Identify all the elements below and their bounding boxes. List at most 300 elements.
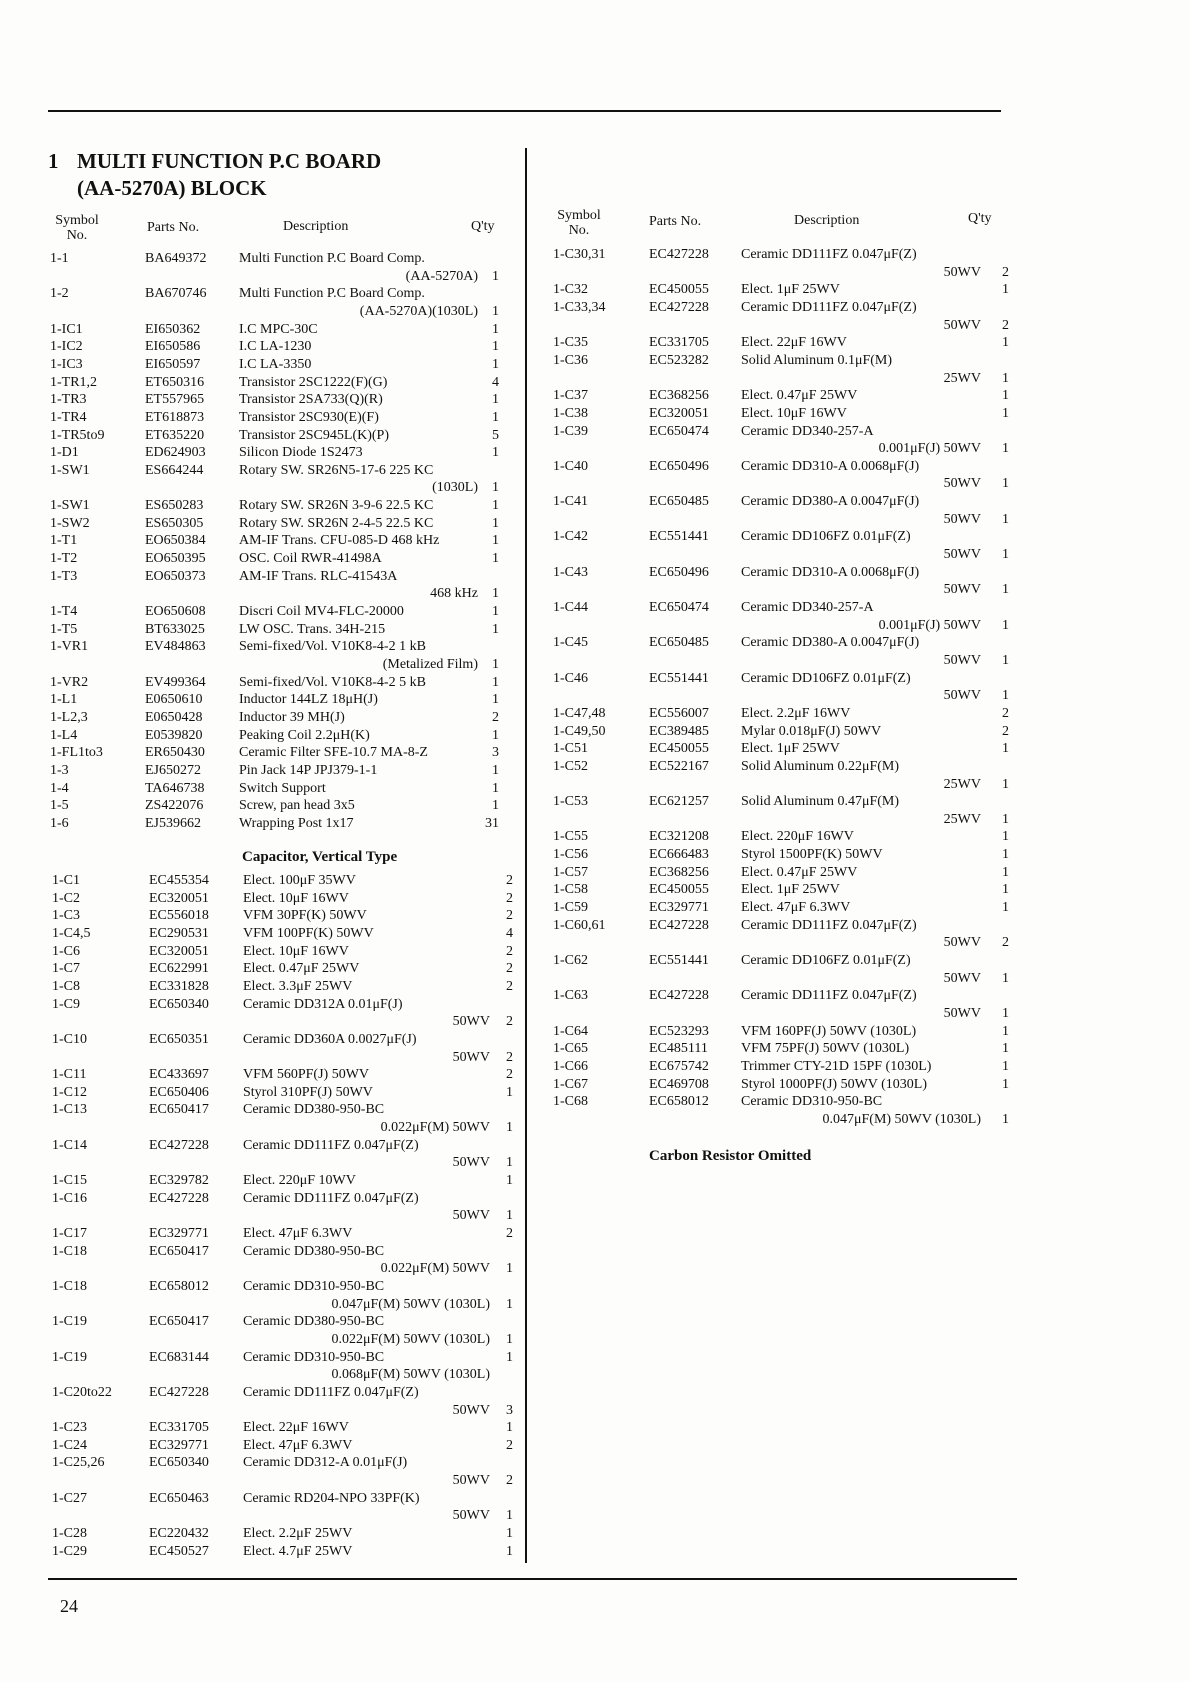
description: Ceramic DD380-950-BC — [243, 1243, 385, 1259]
parts-no: TA646738 — [145, 780, 205, 796]
description: Elect. 2.2μF 16WV — [741, 705, 851, 721]
table-row — [0, 828, 1190, 846]
description: Mylar 0.018μF(J) 50WV — [741, 723, 882, 739]
description-cont: 50WV — [943, 652, 981, 668]
symbol-no: 1-C67 — [553, 1076, 588, 1092]
table-row — [0, 1313, 1190, 1331]
quantity: 1 — [506, 1120, 513, 1136]
table-row — [0, 864, 1190, 882]
quantity: 1 — [492, 356, 499, 372]
parts-no: EC650485 — [649, 494, 709, 510]
quantity: 3 — [492, 745, 499, 761]
quantity: 1 — [492, 674, 499, 690]
description: I.C MPC-30C — [239, 321, 318, 337]
quantity: 1 — [506, 1331, 513, 1347]
description: Ceramic DD310-950-BC — [243, 1349, 385, 1365]
quantity: 4 — [492, 374, 499, 390]
quantity: 2 — [492, 709, 499, 725]
quantity: 1 — [492, 303, 499, 319]
symbol-no: 1-C10 — [52, 1031, 87, 1047]
description: Transistor 2SC930(E)(F) — [239, 409, 379, 425]
table-row — [0, 1331, 1190, 1349]
quantity: 2 — [506, 1049, 513, 1065]
table-row — [0, 458, 1190, 476]
parts-no: EC320051 — [149, 943, 209, 959]
parts-no: EC368256 — [649, 388, 709, 404]
parts-no: EC551441 — [649, 953, 709, 968]
quantity: 1 — [1002, 1058, 1009, 1074]
table-row — [0, 652, 1190, 670]
table-row — [0, 811, 1190, 829]
quantity: 1 — [1002, 582, 1009, 598]
description-cont: 0.022μF(M) 50WV — [380, 1120, 490, 1136]
parts-no: EC523282 — [649, 352, 709, 368]
symbol-no: 1-VR1 — [50, 639, 89, 655]
header-parts-no-right: Parts No. — [649, 214, 702, 229]
symbol-no: 1-C25,26 — [52, 1455, 105, 1471]
symbol-no: 1-C24 — [52, 1437, 87, 1453]
description: VFM 560PF(J) 50WV — [243, 1067, 370, 1083]
quantity: 1 — [492, 498, 499, 514]
table-row — [0, 687, 1190, 705]
parts-no: EC658012 — [649, 1094, 709, 1110]
description-cont: 50WV — [943, 970, 981, 986]
symbol-no: 1-T5 — [50, 621, 78, 637]
table-row — [0, 917, 1190, 935]
quantity: 1 — [1002, 370, 1009, 386]
quantity: 2 — [506, 890, 513, 906]
description-cont: (AA-5270A)(1030L) — [359, 303, 478, 319]
symbol-no: 1-IC3 — [50, 356, 83, 372]
parts-no: EC683144 — [149, 1349, 209, 1365]
description-cont: 0.001μF(J) 50WV — [878, 441, 981, 457]
quantity: 2 — [506, 1226, 513, 1241]
parts-no: ES650305 — [145, 515, 204, 531]
description-cont: (1030L) — [432, 480, 478, 496]
parts-no: EC650417 — [149, 1102, 209, 1118]
parts-no: EC220432 — [149, 1526, 209, 1542]
table-row — [0, 299, 1190, 317]
table-row — [0, 1207, 1190, 1225]
parts-no: EO650384 — [145, 533, 206, 549]
description-cont: 50WV — [452, 1402, 490, 1418]
quantity: 2 — [506, 961, 513, 977]
symbol-no: 1-L2,3 — [50, 709, 88, 725]
symbol-no: 1-C36 — [553, 352, 588, 368]
symbol-no: 1-FL1to3 — [50, 745, 103, 761]
description-cont: 0.022μF(M) 50WV (1030L) — [331, 1331, 490, 1347]
symbol-no: 1-C51 — [553, 741, 588, 757]
quantity: 1 — [492, 798, 499, 814]
quantity: 1 — [1002, 282, 1009, 298]
section-number: 1 — [48, 149, 59, 173]
parts-no: EC650474 — [649, 423, 709, 439]
quantity: 1 — [492, 321, 499, 337]
quantity: 2 — [1002, 264, 1009, 280]
table-row — [0, 387, 1190, 405]
parts-no: EC650417 — [149, 1243, 209, 1259]
quantity: 2 — [1002, 317, 1009, 333]
table-row — [0, 1402, 1190, 1420]
description: Elect. 1μF 25WV — [741, 741, 840, 757]
table-row — [0, 952, 1190, 970]
table-row — [0, 423, 1190, 441]
symbol-no: 1-T3 — [50, 568, 78, 584]
description: Multi Function P.C Board Comp. — [239, 286, 425, 302]
quantity: 1 — [506, 1173, 513, 1189]
description: Ceramic DD310-A 0.0068μF(J) — [741, 564, 920, 580]
quantity: 3 — [506, 1402, 513, 1418]
symbol-no: 1-C4,5 — [52, 925, 91, 941]
parts-no: EC650485 — [649, 635, 709, 651]
table-row — [0, 758, 1190, 776]
parts-no: EC329771 — [649, 900, 709, 916]
parts-no: EC650496 — [649, 564, 709, 580]
description-cont: 25WV — [943, 811, 981, 827]
symbol-no: 1-C28 — [52, 1526, 87, 1542]
quantity: 2 — [506, 943, 513, 959]
description-cont: 50WV — [943, 476, 981, 492]
symbol-no: 1-C6 — [52, 943, 80, 959]
parts-no: ES650283 — [145, 498, 204, 514]
description-cont: 50WV — [943, 264, 981, 280]
description: Silicon Diode 1S2473 — [239, 445, 363, 461]
title-line1: MULTI FUNCTION P.C BOARD — [77, 149, 382, 173]
table-row — [0, 970, 1190, 988]
symbol-no: 1-C30,31 — [553, 247, 606, 262]
quantity: 1 — [492, 762, 499, 778]
quantity: 1 — [492, 339, 499, 355]
description: Ceramic DD310-A 0.0068μF(J) — [741, 458, 920, 474]
symbol-no: 1-L4 — [50, 727, 78, 743]
symbol-no: 1-C32 — [553, 282, 588, 298]
parts-no: EC650340 — [149, 1455, 209, 1471]
symbol-no: 1-C55 — [553, 829, 588, 845]
description: Ceramic DD111FZ 0.047μF(Z) — [741, 988, 917, 1004]
parts-no: ES664244 — [145, 462, 204, 478]
quantity: 1 — [1002, 405, 1009, 421]
symbol-no: 1-C29 — [52, 1543, 87, 1559]
table-row — [0, 1190, 1190, 1208]
description: Switch Support — [239, 780, 326, 796]
description: Rotary SW. SR26N 3-9-6 22.5 KC — [239, 498, 434, 514]
description-cont: 0.022μF(M) 50WV — [380, 1261, 490, 1277]
table-row — [0, 1058, 1190, 1076]
table-row — [0, 723, 1190, 741]
symbol-no: 1-C39 — [553, 423, 588, 439]
parts-no: EC658012 — [149, 1278, 209, 1294]
quantity: 1 — [1002, 511, 1009, 527]
symbol-no: 1-6 — [50, 815, 69, 831]
symbol-no: 1-2 — [50, 286, 69, 302]
symbol-no: 1-1 — [50, 251, 69, 266]
description: Solid Aluminum 0.1μF(M) — [741, 352, 893, 368]
description: Elect. 100μF 35WV — [243, 873, 356, 888]
table-row — [0, 511, 1190, 529]
symbol-no: 1-C45 — [553, 635, 588, 651]
table-row — [0, 1076, 1190, 1094]
parts-no: EC427228 — [649, 299, 709, 315]
parts-no: EC675742 — [649, 1058, 709, 1074]
parts-no: EC551441 — [649, 670, 709, 686]
symbol-no: 1-C3 — [52, 908, 80, 924]
table-row — [0, 934, 1190, 952]
header-qty: Q'ty — [471, 219, 495, 234]
table-row — [0, 440, 1190, 458]
table-row — [0, 1490, 1190, 1508]
symbol-no: 1-C53 — [553, 794, 588, 810]
section-title — [48, 148, 381, 202]
parts-no: ET618873 — [145, 409, 205, 425]
description-cont: 25WV — [943, 776, 981, 792]
parts-no: EC621257 — [649, 794, 709, 810]
description: Elect. 47μF 6.3WV — [243, 1226, 353, 1241]
capacitor-heading: Capacitor, Vertical Type — [242, 849, 398, 865]
parts-no: EC427228 — [649, 247, 709, 262]
description: Elect. 0.47μF 25WV — [741, 388, 858, 404]
quantity: 1 — [492, 445, 499, 461]
symbol-no: 1-SW2 — [50, 515, 90, 531]
symbol-no: 1-C68 — [553, 1094, 588, 1110]
symbol-no: 1-C63 — [553, 988, 588, 1004]
parts-no: EC331705 — [649, 335, 709, 351]
parts-no: EC389485 — [649, 723, 709, 739]
description: Pin Jack 14P JPJ379-1-1 — [239, 762, 378, 778]
symbol-no: 1-C46 — [553, 670, 588, 686]
quantity: 2 — [506, 1067, 513, 1083]
parts-no: EC450055 — [649, 282, 709, 298]
parts-no: EJ650272 — [145, 762, 201, 778]
description: Elect. 22μF 16WV — [741, 335, 847, 351]
table-row — [0, 1093, 1190, 1111]
quantity: 1 — [1002, 970, 1009, 986]
quantity: 1 — [1002, 1076, 1009, 1092]
description-cont: 50WV — [943, 317, 981, 333]
symbol-no: 1-C7 — [52, 961, 80, 977]
quantity: 1 — [1002, 741, 1009, 757]
symbol-no: 1-C59 — [553, 900, 588, 916]
description-cont: 50WV — [943, 688, 981, 704]
description: Ceramic DD380-950-BC — [243, 1102, 385, 1118]
table-row — [0, 1437, 1190, 1455]
table-row — [0, 1111, 1190, 1129]
header-qty-right: Q'ty — [968, 211, 992, 226]
quantity: 1 — [1002, 1023, 1009, 1039]
quantity: 2 — [1002, 705, 1009, 721]
description: Solid Aluminum 0.22μF(M) — [741, 758, 900, 774]
description: Ceramic RD204-NPO 33PF(K) — [243, 1490, 420, 1506]
table-row — [0, 334, 1190, 352]
description: Screw, pan head 3x5 — [239, 798, 355, 814]
table-row — [0, 670, 1190, 688]
symbol-no: 1-T2 — [50, 551, 78, 567]
quantity: 1 — [1002, 388, 1009, 404]
description: Ceramic DD380-950-BC — [243, 1314, 385, 1330]
symbol-no: 1-3 — [50, 762, 69, 778]
parts-no: EJ539662 — [145, 815, 201, 831]
table-row — [0, 1005, 1190, 1023]
description: Elect. 4.7μF 25WV — [243, 1543, 353, 1559]
description: Ceramic DD111FZ 0.047μF(Z) — [741, 247, 917, 262]
parts-no: EI650362 — [145, 321, 201, 337]
description: Elect. 10μF 16WV — [243, 943, 349, 959]
symbol-no: 1-C17 — [52, 1226, 87, 1241]
description-cont: 25WV — [943, 370, 981, 386]
parts-no: EC320051 — [649, 405, 709, 421]
description-cont: 50WV — [452, 1155, 490, 1171]
description: Rotary SW. SR26N 2-4-5 22.5 KC — [239, 515, 434, 531]
symbol-no: 1-C19 — [52, 1314, 87, 1330]
table-row — [0, 281, 1190, 299]
symbol-no: 1-TR5to9 — [50, 427, 105, 443]
table-row — [0, 599, 1190, 617]
parts-no: EI650586 — [145, 339, 201, 355]
description-cont: 0.068μF(M) 50WV (1030L) — [331, 1367, 490, 1383]
symbol-no: 1-C8 — [52, 978, 80, 994]
quantity: 2 — [506, 1014, 513, 1030]
description: VFM 160PF(J) 50WV (1030L) — [741, 1023, 917, 1039]
description-cont: (Metalized Film) — [382, 656, 478, 672]
symbol-no: 1-C64 — [553, 1023, 588, 1039]
description: Wrapping Post 1x17 — [239, 815, 354, 831]
description: AM-IF Trans. CFU-085-D 468 kHz — [239, 533, 440, 549]
parts-no: ED624903 — [145, 445, 206, 461]
description: AM-IF Trans. RLC-41543A — [239, 568, 398, 584]
quantity: 1 — [1002, 1005, 1009, 1021]
description-cont: 50WV — [943, 511, 981, 527]
symbol-no: 1-C62 — [553, 953, 588, 968]
parts-no: EC622991 — [149, 961, 209, 977]
table-row — [0, 1472, 1190, 1490]
description-cont: 50WV — [943, 547, 981, 563]
symbol-no: 1-TR3 — [50, 392, 87, 408]
parts-no: ET650316 — [145, 374, 205, 390]
table-row — [0, 264, 1190, 282]
quantity: 1 — [492, 392, 499, 408]
quantity: 2 — [506, 1437, 513, 1453]
description: Elect. 1μF 25WV — [741, 882, 840, 898]
description-cont: 50WV — [943, 582, 981, 598]
quantity: 1 — [506, 1084, 513, 1100]
table-row — [0, 1172, 1190, 1190]
parts-no: EI650597 — [145, 356, 201, 372]
quantity: 1 — [492, 533, 499, 549]
description: Elect. 10μF 16WV — [741, 405, 847, 421]
description: Ceramic DD111FZ 0.047μF(Z) — [741, 917, 917, 933]
quantity: 1 — [492, 268, 499, 284]
parts-no: EC455354 — [149, 873, 209, 888]
description: Solid Aluminum 0.47μF(M) — [741, 794, 900, 810]
description: Ceramic DD106FZ 0.01μF(Z) — [741, 953, 911, 968]
description: Ceramic DD310-950-BC — [741, 1094, 883, 1110]
parts-no: EC331828 — [149, 978, 209, 994]
table-row — [0, 405, 1190, 423]
description-cont: 50WV — [452, 1049, 490, 1065]
description: Elect. 2.2μF 25WV — [243, 1526, 353, 1542]
table-row — [0, 1419, 1190, 1437]
symbol-no: 1-C56 — [553, 847, 588, 863]
symbol-no: 1-C43 — [553, 564, 588, 580]
description-cont: 50WV — [452, 1208, 490, 1224]
parts-no: BA670746 — [145, 286, 207, 302]
symbol-no: 1-T1 — [50, 533, 78, 549]
symbol-no: 1-C11 — [52, 1067, 87, 1083]
description: Elect. 3.3μF 25WV — [243, 978, 353, 994]
description-cont: 50WV — [943, 1005, 981, 1021]
table-row — [0, 1296, 1190, 1314]
description: I.C LA-3350 — [239, 356, 312, 372]
header-symbol-right: Symbol No. — [557, 208, 601, 238]
description: Ceramic DD106FZ 0.01μF(Z) — [741, 670, 911, 686]
description: Transistor 2SC945L(K)(P) — [239, 427, 389, 443]
parts-no: EV484863 — [145, 639, 206, 655]
parts-no: BA649372 — [145, 251, 207, 266]
symbol-no: 1-C40 — [553, 458, 588, 474]
table-row — [0, 564, 1190, 582]
description: Elect. 10μF 16WV — [243, 890, 349, 906]
parts-no: EC650406 — [149, 1084, 209, 1100]
page-number: 24 — [60, 1596, 78, 1616]
symbol-no: 1-C2 — [52, 890, 80, 906]
parts-no: EC650417 — [149, 1314, 209, 1330]
symbol-no: 1-C13 — [52, 1102, 87, 1118]
description-cont: 50WV — [452, 1014, 490, 1030]
quantity: 1 — [1002, 900, 1009, 916]
header-description-right: Description — [794, 213, 860, 228]
symbol-no: 1-C57 — [553, 864, 588, 880]
table-row — [0, 546, 1190, 564]
quantity: 4 — [506, 925, 513, 941]
quantity: 1 — [1002, 547, 1009, 563]
table-row — [0, 581, 1190, 599]
description: Styrol 310PF(J) 50WV — [243, 1084, 373, 1100]
quantity: 1 — [492, 480, 499, 496]
quantity: 1 — [1002, 617, 1009, 633]
parts-no: EC469708 — [649, 1076, 709, 1092]
symbol-no: 1-L1 — [50, 692, 78, 708]
description: Elect. 0.47μF 25WV — [741, 864, 858, 880]
symbol-no: 1-C42 — [553, 529, 588, 545]
quantity: 31 — [485, 815, 499, 831]
quantity: 2 — [506, 1473, 513, 1489]
quantity: 1 — [492, 604, 499, 619]
parts-no: EC329771 — [149, 1226, 209, 1241]
table-row — [0, 846, 1190, 864]
header-parts-no: Parts No. — [147, 220, 200, 235]
description: Elect. 22μF 16WV — [243, 1420, 349, 1436]
description: Semi-fixed/Vol. V10K8-4-2 1 kB — [239, 639, 426, 655]
table-row — [0, 740, 1190, 758]
parts-no: EC450055 — [649, 741, 709, 757]
symbol-no: 1-C41 — [553, 494, 588, 510]
parts-no: EC427228 — [149, 1190, 209, 1206]
description-cont: 0.047μF(M) 50WV (1030L) — [331, 1296, 490, 1312]
parts-no: EC329771 — [149, 1437, 209, 1453]
symbol-no: 1-C35 — [553, 335, 588, 351]
parts-no: EC450527 — [149, 1543, 209, 1559]
description: Ceramic DD312A 0.01μF(J) — [243, 996, 403, 1012]
parts-no: EC556018 — [149, 908, 209, 924]
description: VFM 75PF(J) 50WV (1030L) — [741, 1041, 910, 1057]
symbol-no: 1-C33,34 — [553, 299, 606, 315]
description: Ceramic DD106FZ 0.01μF(Z) — [741, 529, 911, 545]
table-row — [0, 1040, 1190, 1058]
symbol-no: 1-C1 — [52, 873, 80, 888]
description-cont: 50WV — [943, 935, 981, 951]
description: VFM 30PF(K) 50WV — [243, 908, 367, 924]
parts-no: EO650395 — [145, 551, 206, 567]
quantity: 1 — [492, 551, 499, 567]
